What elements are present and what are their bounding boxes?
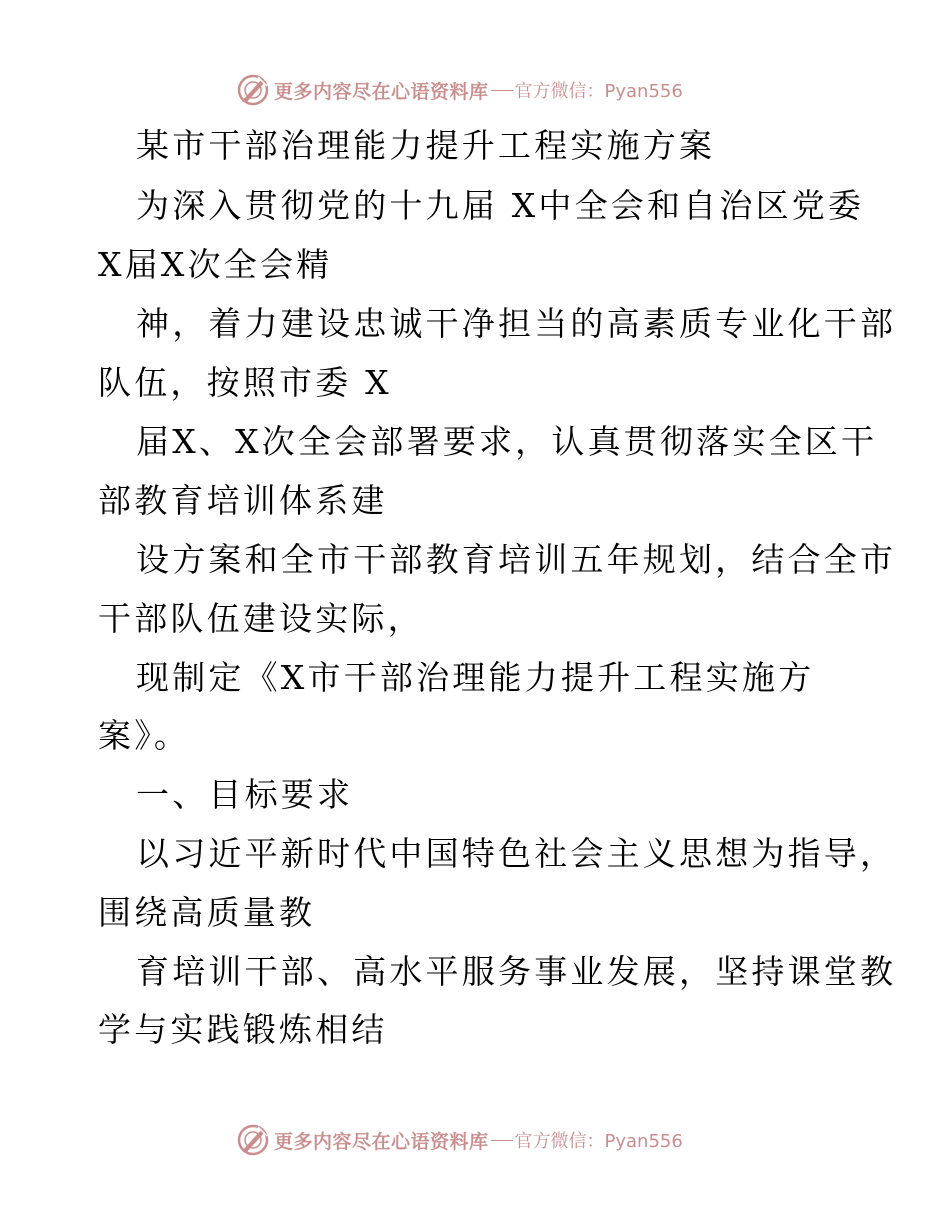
paragraph-line: 队伍，按照市委 X: [98, 363, 392, 402]
paragraph-line: 育培训干部、高水平服务事业发展，坚持课堂教: [136, 952, 897, 991]
watermark-dash: [491, 1140, 513, 1141]
paragraph-line: X届X次全会精: [98, 245, 333, 284]
watermark-header: [236, 72, 683, 108]
paragraph-line: 围绕高质量教: [98, 893, 316, 932]
watermark-dash: [491, 90, 513, 91]
quill-seal-logo-icon: [236, 73, 270, 107]
watermark-sub-text: 官方微信：Pyan556: [514, 81, 683, 102]
paragraph-line: 部教育培训体系建: [98, 481, 388, 520]
section-heading: 一、目标要求: [136, 775, 354, 814]
watermark-sub-text: 官方微信：Pyan556: [514, 1131, 683, 1152]
document-title: 某市干部治理能力提升工程实施方案: [136, 126, 716, 165]
paragraph-line: 神，着力建设忠诚干净担当的高素质专业化干部: [136, 304, 897, 343]
watermark-main-text: 更多内容尽在心语资料库: [274, 1130, 489, 1153]
paragraph-line: 以习近平新时代中国特色社会主义思想为指导，: [136, 834, 897, 873]
paragraph-line: 干部队伍建设实际，: [98, 599, 424, 638]
paragraph-line: 届X、X次全会部署要求，认真贯彻落实全区干: [136, 422, 878, 461]
paragraph-line: 现制定《X市干部治理能力提升工程实施方: [136, 658, 815, 697]
paragraph-line: 为深入贯彻党的十九届 X中全会和自治区党委: [136, 186, 865, 225]
watermark-footer: [236, 1122, 683, 1158]
paragraph-line: 学与实践锻炼相结: [98, 1010, 388, 1049]
quill-seal-logo-icon: [236, 1123, 270, 1157]
paragraph-line: 设方案和全市干部教育培训五年规划，结合全市: [136, 540, 897, 579]
paragraph-line: 案》。: [98, 716, 191, 755]
watermark-main-text: 更多内容尽在心语资料库: [274, 80, 489, 103]
